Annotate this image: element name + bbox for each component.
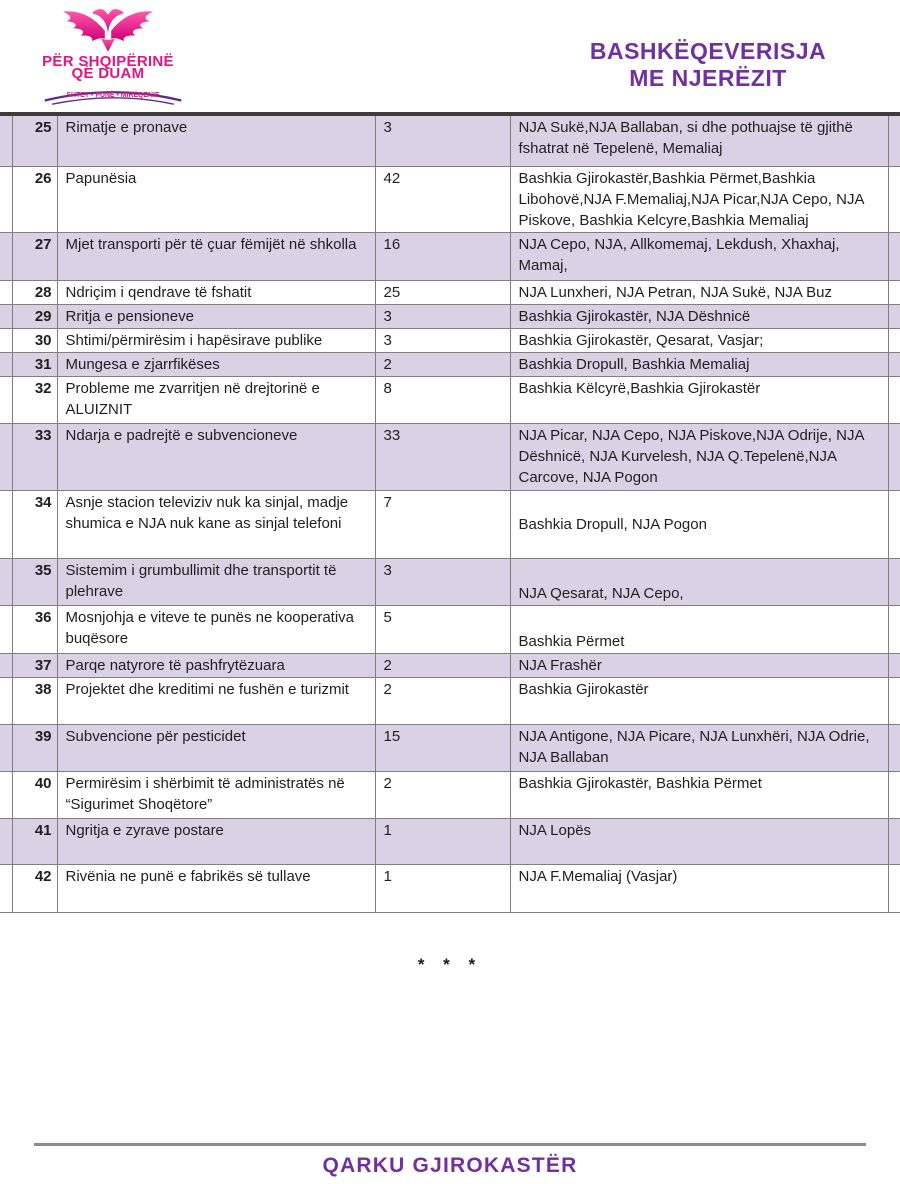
page-footer bbox=[0, 1143, 900, 1178]
row-edge-left bbox=[0, 232, 12, 280]
locations-cell: Bashkia Gjirokastër bbox=[510, 677, 888, 724]
count-cell: 33 bbox=[375, 423, 510, 490]
count-cell: 1 bbox=[375, 864, 510, 912]
row-edge-right bbox=[888, 490, 900, 558]
row-number: 36 bbox=[12, 605, 57, 653]
locations-cell: NJA F.Memaliaj (Vasjar) bbox=[510, 864, 888, 912]
locations-cell: NJA Frashër bbox=[510, 653, 888, 677]
row-number: 26 bbox=[12, 166, 57, 232]
table-row bbox=[0, 864, 900, 912]
locations-cell: Bashkia Këlcyrë,Bashkia Gjirokastër bbox=[510, 376, 888, 423]
table-row bbox=[0, 166, 900, 232]
table-row bbox=[0, 771, 900, 818]
row-edge-left bbox=[0, 677, 12, 724]
row-edge-left bbox=[0, 653, 12, 677]
document-title-line1: BASHKËQEVERISJA bbox=[589, 38, 827, 64]
issue-cell: Ngritja e zyrave postare bbox=[57, 818, 375, 864]
count-cell: 3 bbox=[375, 328, 510, 352]
row-edge-right bbox=[888, 771, 900, 818]
double-eagle-icon bbox=[49, 2, 167, 58]
issue-cell: Permirësim i shërbimit të administratës në “Sigurimet Shoqëtore” bbox=[57, 771, 375, 818]
count-cell: 1 bbox=[375, 818, 510, 864]
row-edge-left bbox=[0, 166, 12, 232]
table-row bbox=[0, 352, 900, 376]
row-number: 39 bbox=[12, 724, 57, 771]
issue-cell: Parqe natyrore të pashfrytëzuara bbox=[57, 653, 375, 677]
table-row bbox=[0, 653, 900, 677]
count-cell: 2 bbox=[375, 352, 510, 376]
table-row bbox=[0, 605, 900, 653]
table-row bbox=[0, 304, 900, 328]
document-title-line2: ME NJERËZIT bbox=[629, 65, 787, 91]
locations-cell: Bashkia Gjirokastër, Qesarat, Vasjar; bbox=[510, 328, 888, 352]
row-number: 40 bbox=[12, 771, 57, 818]
logo-ribbon bbox=[38, 83, 188, 107]
locations-cell: NJA Qesarat, NJA Cepo, bbox=[510, 558, 888, 605]
row-edge-right bbox=[888, 818, 900, 864]
row-number: 42 bbox=[12, 864, 57, 912]
issue-cell: Rritja e pensioneve bbox=[57, 304, 375, 328]
row-edge-left bbox=[0, 280, 12, 304]
table-row bbox=[0, 818, 900, 864]
row-edge-left bbox=[0, 352, 12, 376]
row-edge-right bbox=[888, 423, 900, 490]
table-row bbox=[0, 232, 900, 280]
row-edge-left bbox=[0, 114, 12, 166]
issue-cell: Ndarja e padrejtë e subvencioneve bbox=[57, 423, 375, 490]
table-row bbox=[0, 376, 900, 423]
count-cell: 2 bbox=[375, 677, 510, 724]
row-edge-right bbox=[888, 352, 900, 376]
table-row bbox=[0, 558, 900, 605]
row-number: 34 bbox=[12, 490, 57, 558]
issue-cell: Rivënia ne punë e fabrikës së tullave bbox=[57, 864, 375, 912]
row-edge-left bbox=[0, 864, 12, 912]
row-edge-right bbox=[888, 166, 900, 232]
issue-cell: Mjet transporti për të çuar fëmijët në shkolla bbox=[57, 232, 375, 280]
table-row bbox=[0, 724, 900, 771]
count-cell: 25 bbox=[375, 280, 510, 304]
locations-cell: NJA Picar, NJA Cepo, NJA Piskove,NJA Odrije, NJA Dëshnicë, NJA Kurvelesh, NJA Q.Tepelenë,NJA Carcove, NJA Pogon bbox=[510, 423, 888, 490]
table-row bbox=[0, 328, 900, 352]
count-cell: 7 bbox=[375, 490, 510, 558]
row-edge-right bbox=[888, 280, 900, 304]
locations-cell: Bashkia Gjirokastër, NJA Dëshnicë bbox=[510, 304, 888, 328]
row-edge-left bbox=[0, 304, 12, 328]
count-cell: 3 bbox=[375, 114, 510, 166]
row-edge-right bbox=[888, 605, 900, 653]
count-cell: 42 bbox=[375, 166, 510, 232]
row-number: 25 bbox=[12, 114, 57, 166]
locations-cell: Bashkia Përmet bbox=[510, 605, 888, 653]
row-number: 38 bbox=[12, 677, 57, 724]
locations-cell: NJA Antigone, NJA Picare, NJA Lunxhëri, NJA Odrie, NJA Ballaban bbox=[510, 724, 888, 771]
row-number: 41 bbox=[12, 818, 57, 864]
issue-cell: Shtimi/përmirësim i hapësirave publike bbox=[57, 328, 375, 352]
row-edge-left bbox=[0, 558, 12, 605]
logo-title-line2: QË DUAM bbox=[71, 65, 145, 82]
row-number: 35 bbox=[12, 558, 57, 605]
row-edge-left bbox=[0, 423, 12, 490]
party-logo bbox=[38, 2, 178, 107]
issue-cell: Rimatje e pronave bbox=[57, 114, 375, 166]
row-edge-right bbox=[888, 864, 900, 912]
count-cell: 3 bbox=[375, 558, 510, 605]
row-edge-right bbox=[888, 114, 900, 166]
row-edge-right bbox=[888, 328, 900, 352]
row-edge-left bbox=[0, 818, 12, 864]
row-number: 29 bbox=[12, 304, 57, 328]
row-number: 32 bbox=[12, 376, 57, 423]
row-number: 37 bbox=[12, 653, 57, 677]
row-edge-right bbox=[888, 677, 900, 724]
issue-cell: Projektet dhe kreditimi ne fushën e turizmit bbox=[57, 677, 375, 724]
issue-cell: Asnje stacion televiziv nuk ka sinjal, madje shumica e NJA nuk kane as sinjal telefoni bbox=[57, 490, 375, 558]
count-cell: 8 bbox=[375, 376, 510, 423]
count-cell: 2 bbox=[375, 771, 510, 818]
page-header bbox=[0, 0, 900, 112]
row-number: 27 bbox=[12, 232, 57, 280]
issue-cell: Ndriçim i qendrave të fshatit bbox=[57, 280, 375, 304]
locations-cell: Bashkia Gjirokastër,Bashkia Përmet,Bashkia Libohovë,NJA F.Memaliaj,NJA Picar,NJA Cepo, NJA Piskove, Bashkia Kelcyre,Bashkia Memaliaj bbox=[510, 166, 888, 232]
row-edge-left bbox=[0, 605, 12, 653]
issue-cell: Sistemim i grumbullimit dhe transportit të plehrave bbox=[57, 558, 375, 605]
locations-cell: NJA Sukë,NJA Ballaban, si dhe pothuajse të gjithë fshatrat në Tepelenë, Memaliaj bbox=[510, 114, 888, 166]
row-number: 33 bbox=[12, 423, 57, 490]
row-edge-left bbox=[0, 376, 12, 423]
row-edge-right bbox=[888, 376, 900, 423]
row-edge-right bbox=[888, 653, 900, 677]
row-edge-right bbox=[888, 558, 900, 605]
row-number: 31 bbox=[12, 352, 57, 376]
locations-cell: NJA Lopës bbox=[510, 818, 888, 864]
issue-cell: Subvencione për pesticidet bbox=[57, 724, 375, 771]
footer-divider bbox=[34, 1143, 866, 1146]
table-row bbox=[0, 677, 900, 724]
row-edge-left bbox=[0, 490, 12, 558]
row-edge-left bbox=[0, 771, 12, 818]
row-edge-right bbox=[888, 724, 900, 771]
logo-tagline: SHTET • PUNË • MIRËQENIE bbox=[66, 91, 160, 99]
row-edge-right bbox=[888, 304, 900, 328]
row-edge-left bbox=[0, 724, 12, 771]
locations-cell: Bashkia Dropull, NJA Pogon bbox=[510, 490, 888, 558]
row-number: 30 bbox=[12, 328, 57, 352]
table-row bbox=[0, 280, 900, 304]
table-row bbox=[0, 114, 900, 166]
table-row bbox=[0, 423, 900, 490]
issues-table bbox=[0, 112, 900, 913]
table-row bbox=[0, 490, 900, 558]
issue-cell: Papunësia bbox=[57, 166, 375, 232]
row-number: 28 bbox=[12, 280, 57, 304]
locations-cell: NJA Cepo, NJA, Allkomemaj, Lekdush, Xhaxhaj, Mamaj, bbox=[510, 232, 888, 280]
count-cell: 16 bbox=[375, 232, 510, 280]
row-edge-right bbox=[888, 232, 900, 280]
count-cell: 15 bbox=[375, 724, 510, 771]
count-cell: 2 bbox=[375, 653, 510, 677]
issue-cell: Probleme me zvarritjen në drejtorinë e ALUIZNIT bbox=[57, 376, 375, 423]
locations-cell: Bashkia Gjirokastër, Bashkia Përmet bbox=[510, 771, 888, 818]
row-edge-left bbox=[0, 328, 12, 352]
section-separator: * * * bbox=[417, 954, 483, 974]
footer-region-title: QARKU GJIROKASTËR bbox=[322, 1154, 578, 1177]
count-cell: 5 bbox=[375, 605, 510, 653]
locations-cell: NJA Lunxheri, NJA Petran, NJA Sukë, NJA Buz bbox=[510, 280, 888, 304]
count-cell: 3 bbox=[375, 304, 510, 328]
issue-cell: Mosnjohja e viteve te punës ne kooperativa buqësore bbox=[57, 605, 375, 653]
logo-title-line1: PËR SHQIPËRINË bbox=[42, 53, 174, 70]
issues-table-body bbox=[0, 114, 900, 912]
locations-cell: Bashkia Dropull, Bashkia Memaliaj bbox=[510, 352, 888, 376]
issue-cell: Mungesa e zjarrfikëses bbox=[57, 352, 375, 376]
document-title bbox=[558, 38, 858, 92]
